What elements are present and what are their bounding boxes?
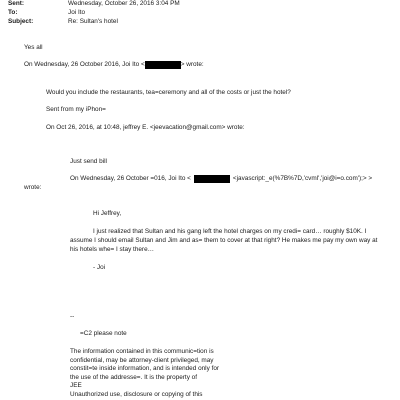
disclaimer-line: JEE [70, 382, 82, 389]
sent-label: Sent: [8, 0, 24, 7]
question-text: Would you include the restaurants, tea=ceremony and all of the costs or just the hotel? [46, 89, 291, 96]
to-label: To: [8, 9, 18, 16]
greeting: Yes all [24, 44, 43, 51]
separator-dashes: -- [70, 313, 75, 320]
quote-header-3-prefix: On Wednesday, 26 October =016, Joi Ito < [70, 175, 191, 182]
quote-header-2: On Oct 26, 2016, at 10:48, jeffrey E. <jeevacation@gmail.com> wrote: [46, 124, 245, 131]
redaction-block [145, 61, 181, 69]
disclaimer-line: the use of the addresse=. It is the property of [70, 373, 198, 381]
disclaimer-line: The information contained in this communic=tion is [70, 348, 214, 355]
quote-header-3-suffix: <javascript:_e(%7B%7D,'cvml','joi@i=o.com');> > [232, 175, 373, 182]
sent-value: Wednesday, October 26, 2016 3:04 PM [68, 0, 180, 7]
subject-value: Re: Sultan's hotel [68, 18, 118, 25]
reply-text: Just send bill [70, 158, 107, 165]
disclaimer-block [70, 348, 219, 399]
disclaimer-line: constit=te inside information, and is intended only for [70, 365, 220, 372]
quote-header-1 [24, 61, 204, 69]
message-paragraph: I just realized that Sultan and his gang left the hotel charges on my credi= card… roughly $10K. I assume I should email Sultan and Jim and as= them to cover at that right? He makes me pay my own way at his hotels whe= I stay there… [70, 228, 378, 254]
disclaimer-line: Unauthorized use, disclosure or copying of this [70, 390, 203, 398]
quote-header-1-suffix: > wrote: [180, 61, 204, 68]
subject-label: Subject: [8, 18, 34, 25]
c2-note: =C2 please note [80, 330, 127, 337]
quote-header-1-prefix: On Wednesday, 26 October 2016, Joi Ito < [24, 61, 145, 68]
quote-header-3-wrote: wrote: [24, 184, 42, 191]
to-value: Joi Ito [68, 9, 86, 16]
signature-line: Sent from my iPhon= [46, 106, 106, 113]
sign-off: - Joi [93, 264, 106, 271]
quote-header-3 [70, 175, 372, 183]
disclaimer-line: confidential, may be attorney-client privileged, may [70, 356, 214, 364]
salutation: Hi Jeffrey, [93, 210, 122, 217]
redaction-block [194, 175, 230, 183]
